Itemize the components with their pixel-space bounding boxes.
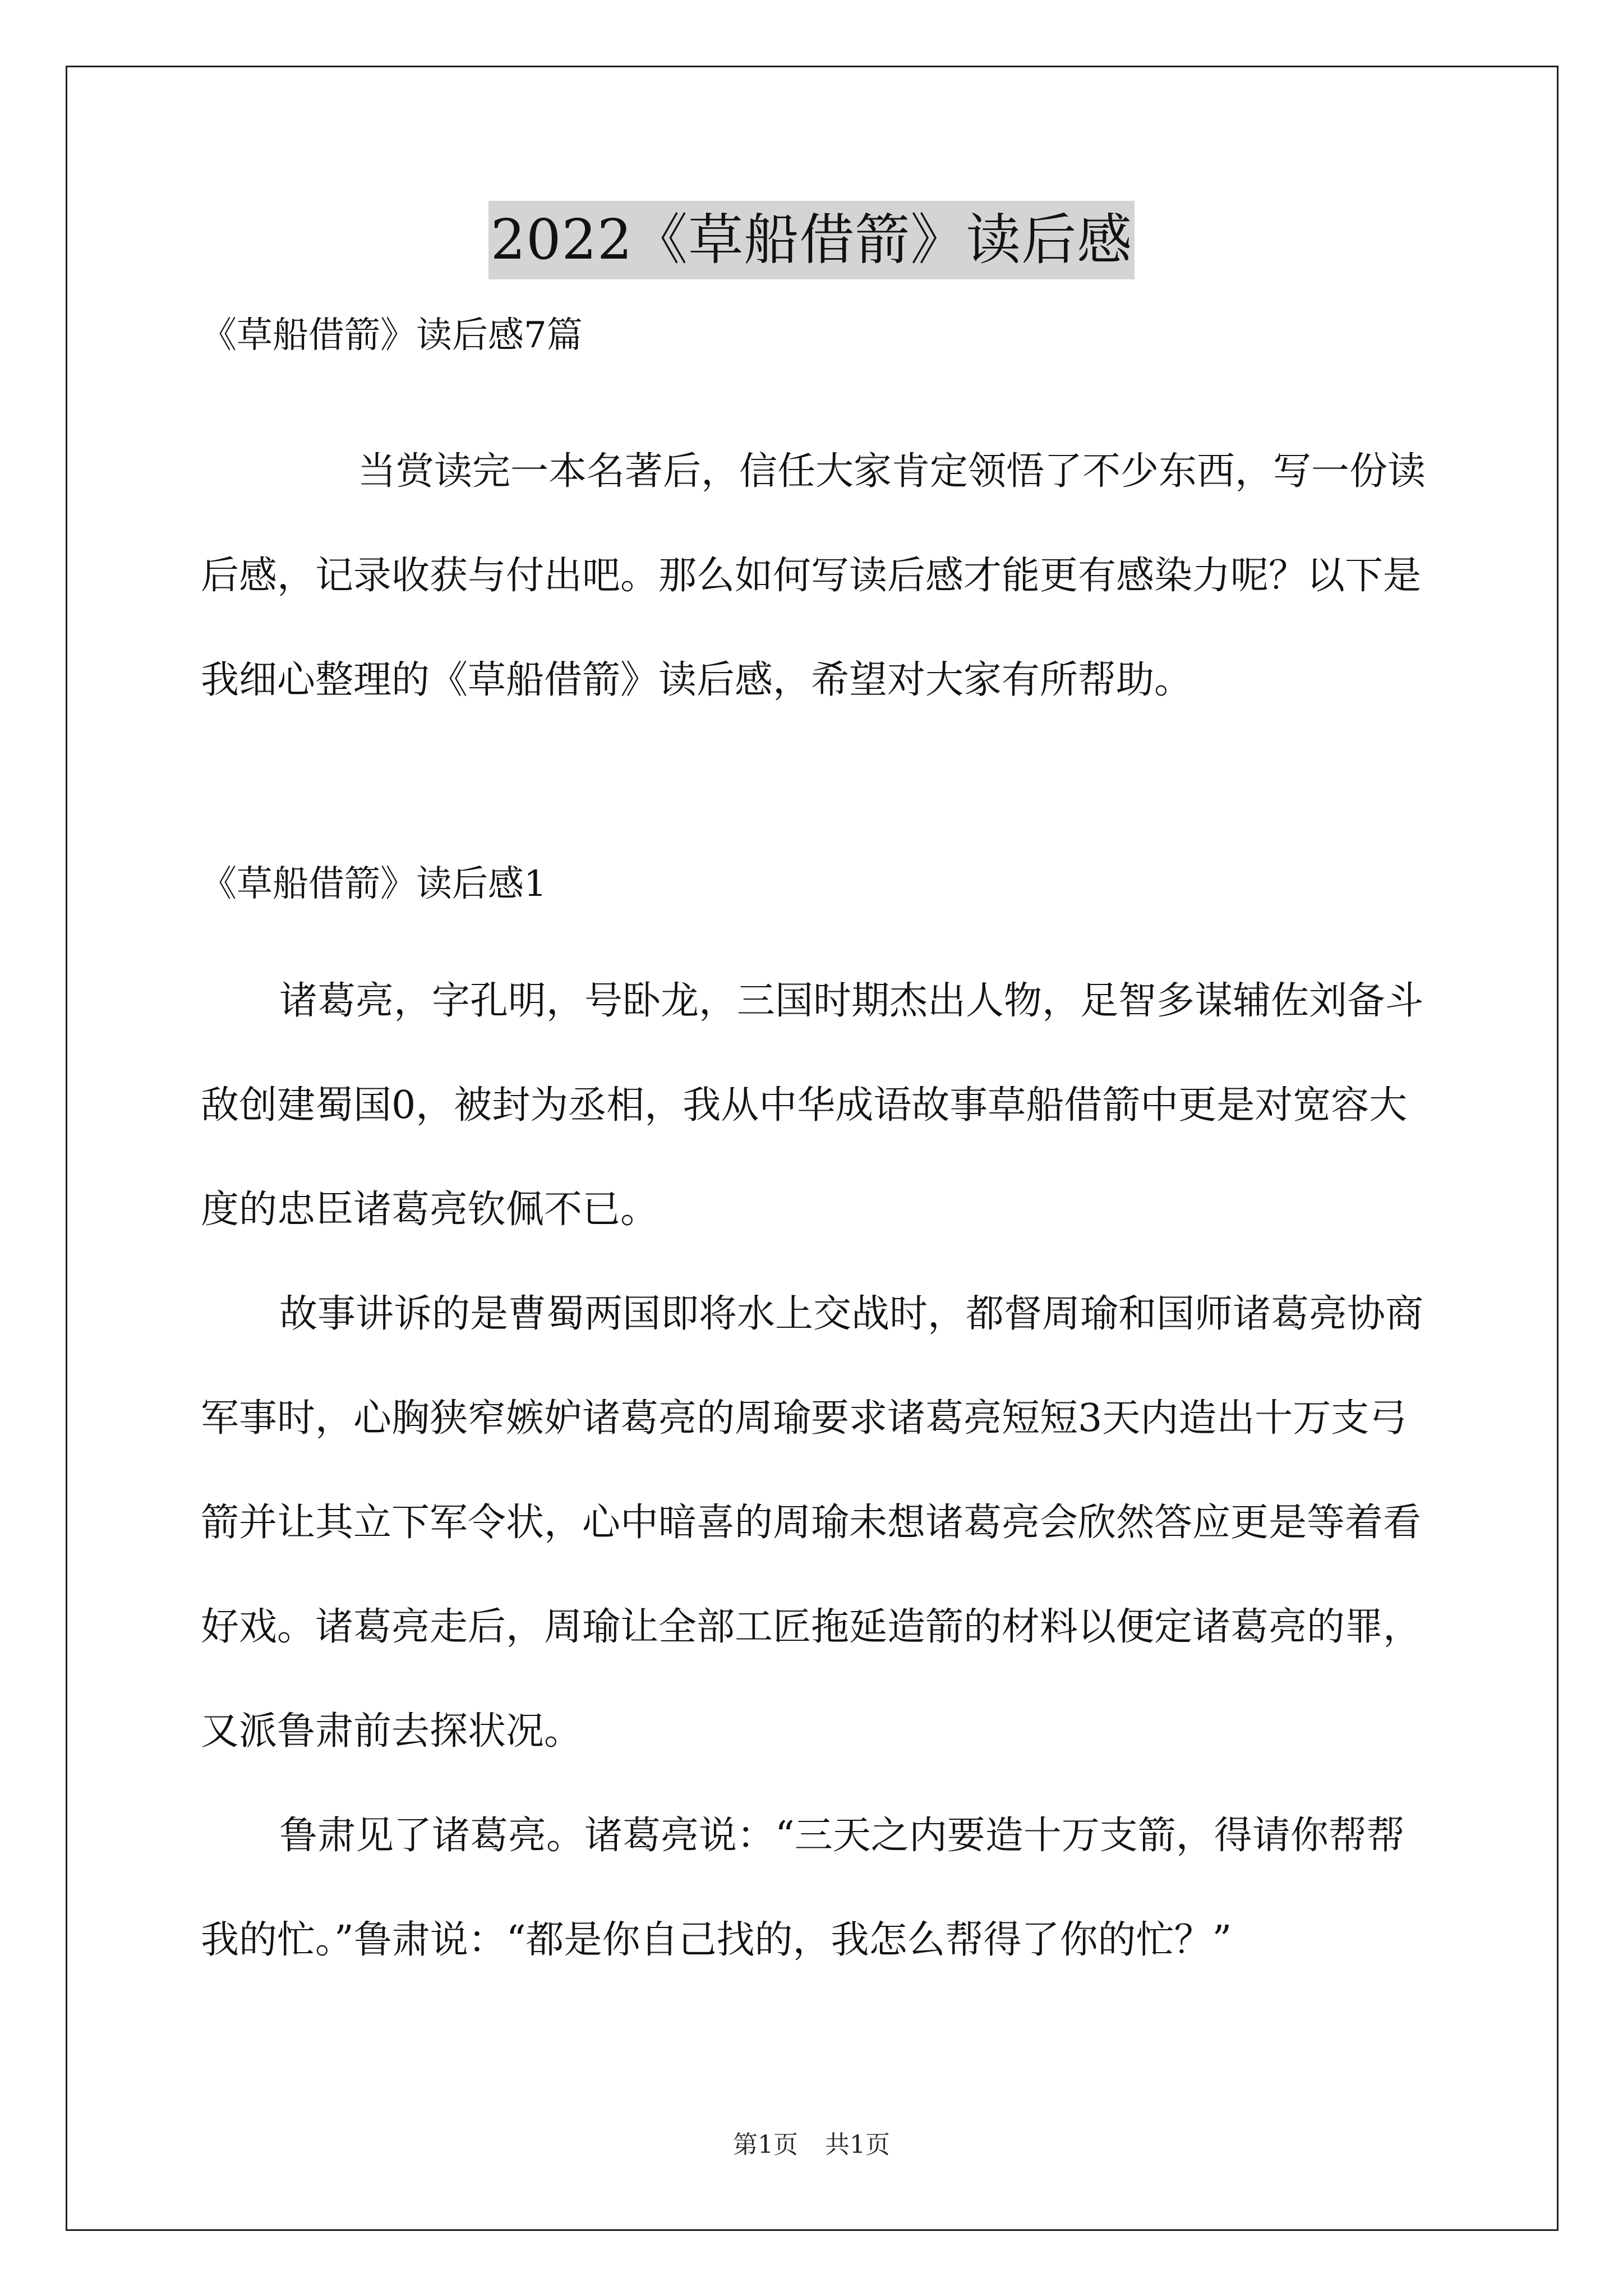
title-container — [0, 201, 1623, 279]
document-title: 2022《草船借箭》读后感 — [488, 201, 1135, 279]
page-number-total: 共1页 — [825, 2131, 890, 2159]
body-paragraph: 故事讲诉的是曹蜀两国即将水上交战时，都督周瑜和国师诸葛亮协商军事时，心胸狭窄嫉妒诸葛亮的周瑜要求诸葛亮短短3天内造出十万支弓箭并让其立下军令状，心中暗喜的周瑜未想诸葛亮会欣然答应更是等着看好戏。诸葛亮走后，周瑜让全部工匠拖延造箭的材料以便定诸葛亮的罪，又派鲁肃前去探状况。 — [201, 1292, 1424, 1754]
document-body — [201, 307, 1435, 1993]
section-heading: 《草船借箭》读后感1 — [201, 863, 547, 905]
page-footer — [0, 2128, 1623, 2162]
page-number-current: 第1页 — [733, 2131, 798, 2159]
intro-paragraph: 当赏读完一本名著后，信任大家肯定领悟了不少东西，写一份读后感，记录收获与付出吧。那么如何写读后感才能更有感染力呢？以下是我细心整理的《草船借箭》读后感，希望对大家有所帮助。 — [201, 449, 1426, 702]
document-subtitle: 《草船借箭》读后感7篇 — [201, 315, 583, 356]
body-paragraph: 鲁肃见了诸葛亮。诸葛亮说：“三天之内要造十万支箭，得请你帮帮我的忙。”鲁肃说：“都是你自己找的，我怎么帮得了你的忙？” — [201, 1814, 1405, 1962]
body-paragraph: 诸葛亮，字孔明，号卧龙，三国时期杰出人物，足智多谋辅佐刘备斗敌创建蜀国0，被封为丞相，我从中华成语故事草船借箭中更是对宽容大度的忠臣诸葛亮钦佩不已。 — [201, 979, 1424, 1232]
